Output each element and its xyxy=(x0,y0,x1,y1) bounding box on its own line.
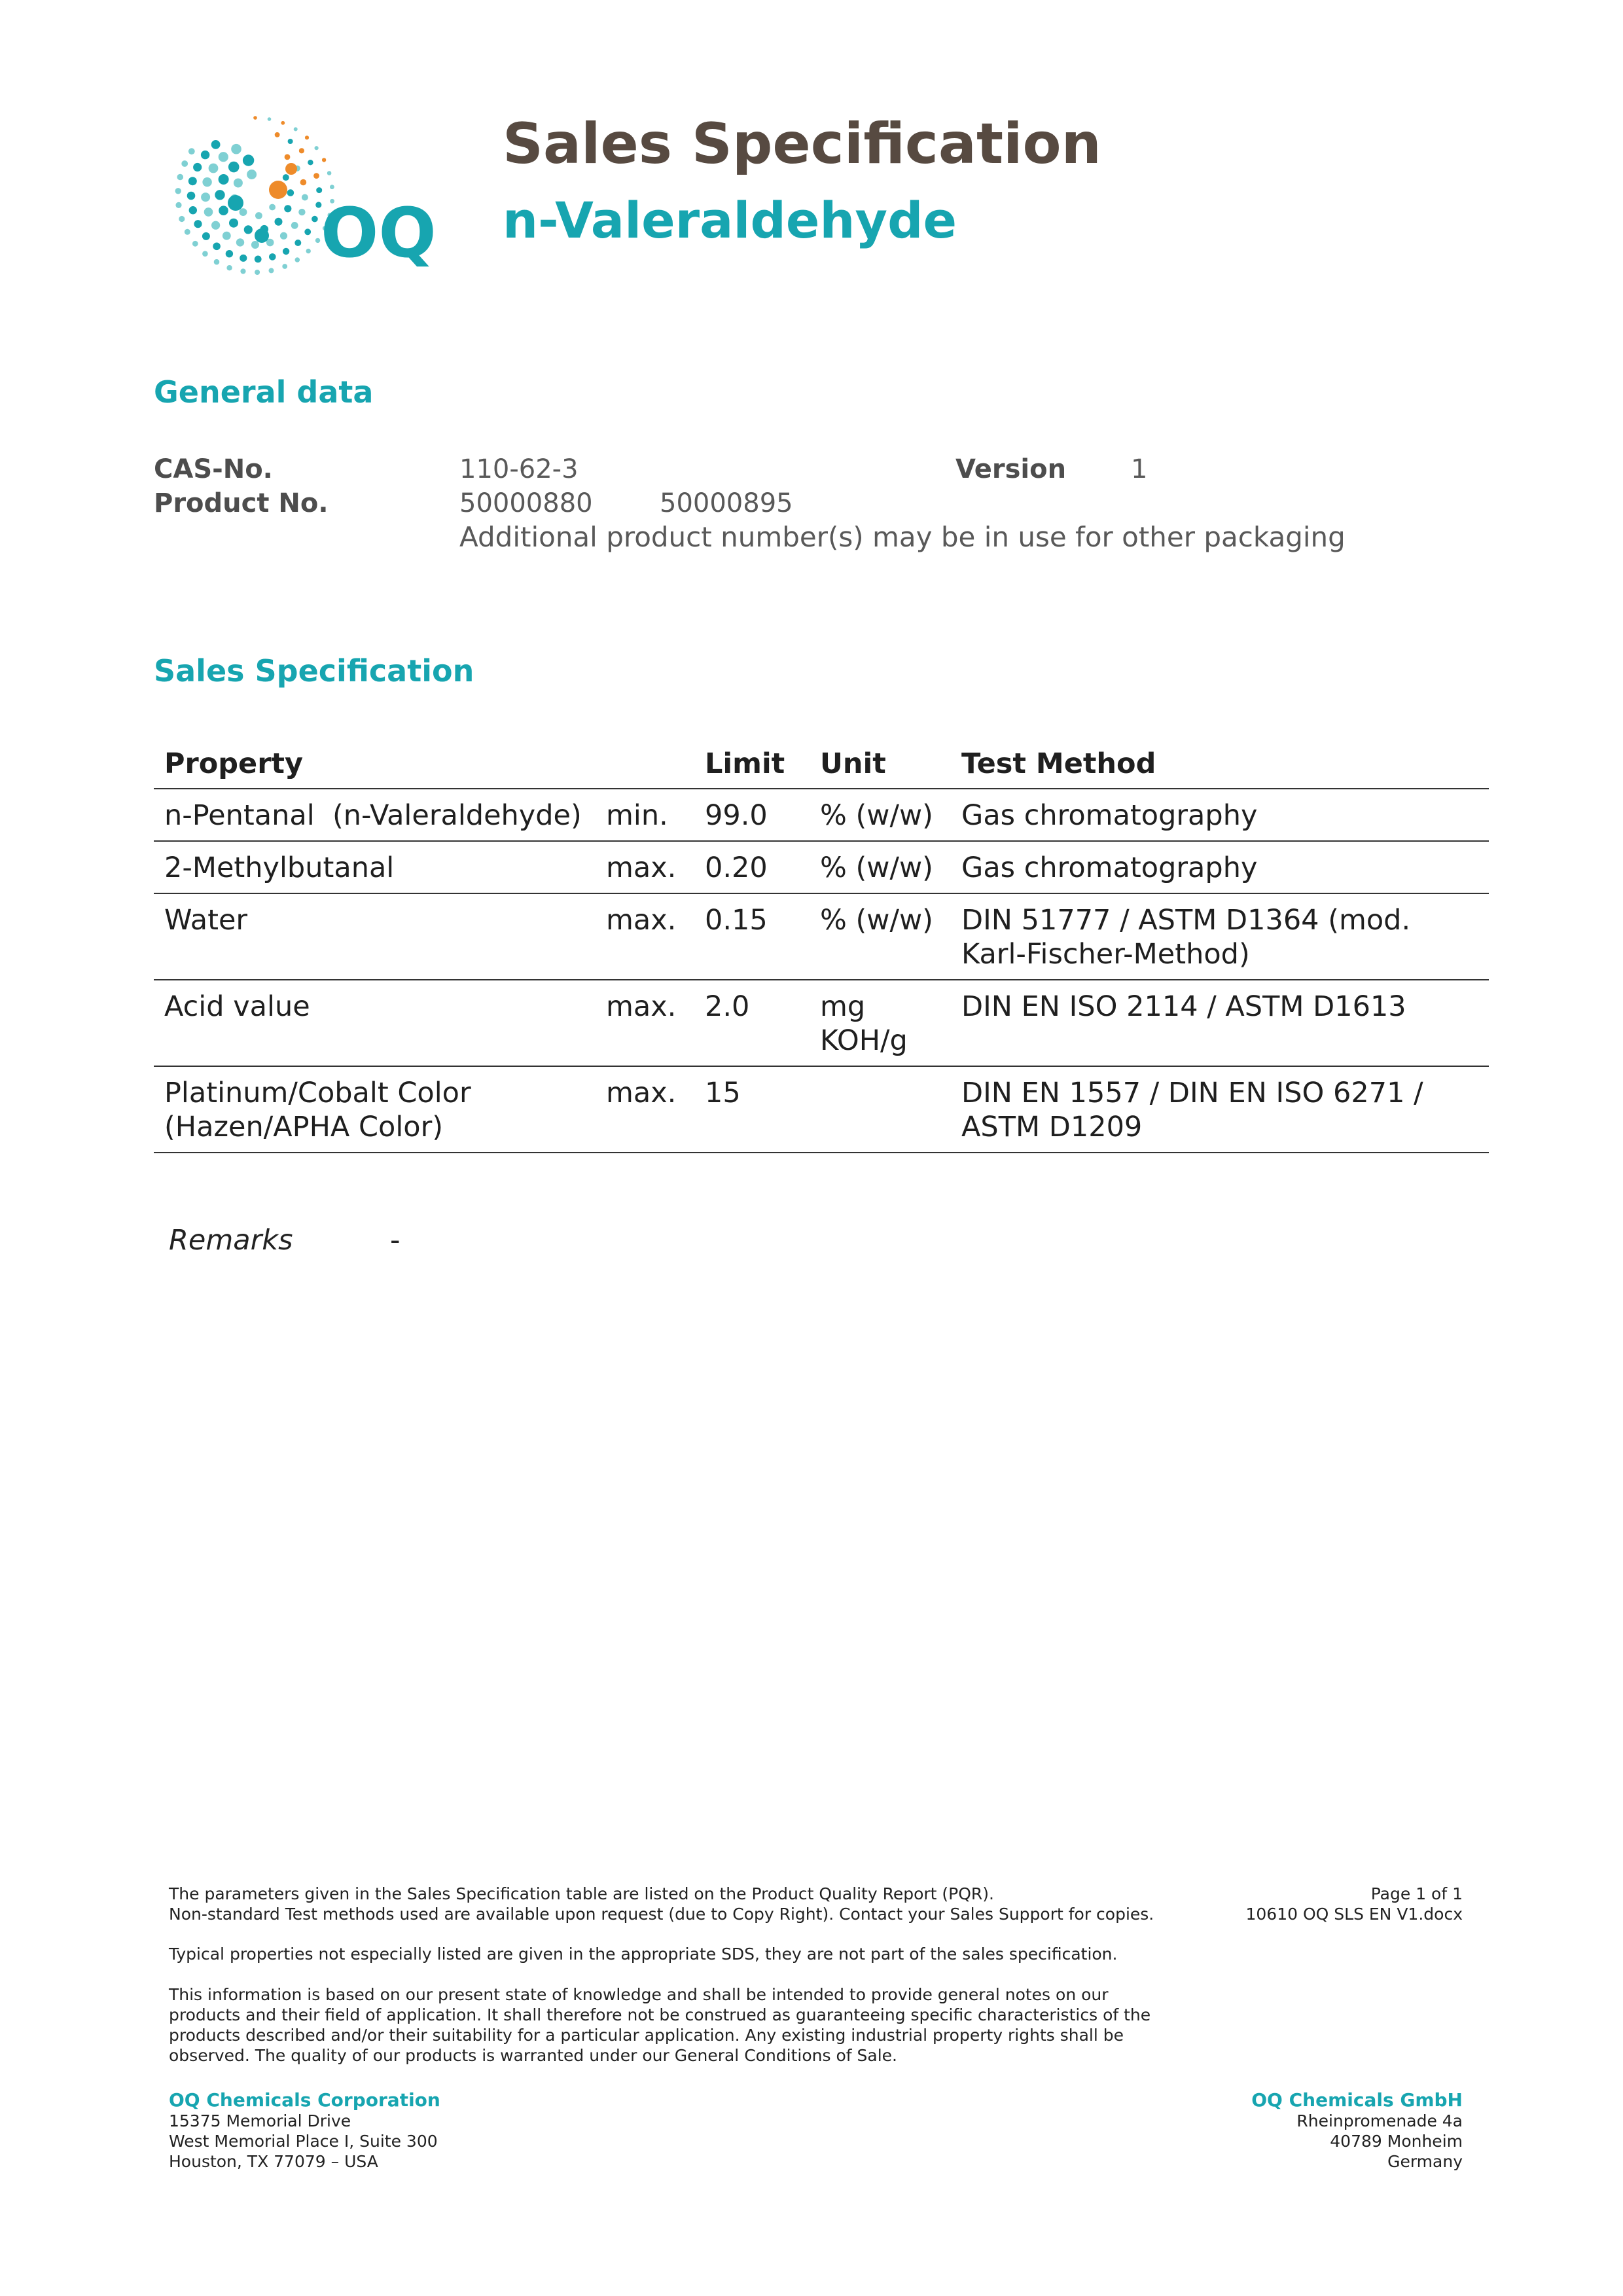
logo-dot xyxy=(268,117,272,121)
unit-cell xyxy=(810,1066,951,1153)
logo-dot xyxy=(202,232,210,240)
footer-note: products described and/or their suitability for a particular application. Any existing industrial property rights shall be xyxy=(169,2026,1124,2045)
logo-dot xyxy=(240,208,247,216)
logo-dot xyxy=(209,164,219,173)
column-header-limit: Limit xyxy=(694,733,810,789)
logo-dot xyxy=(194,220,202,228)
address-line: Houston, TX 77079 – USA xyxy=(169,2152,378,2171)
footer-notes-block-3 xyxy=(169,1984,1281,2066)
page-info xyxy=(1246,1884,1463,1924)
footer-notes-block-2 xyxy=(169,1944,1281,1964)
logo-dot xyxy=(269,204,276,211)
logo-dot xyxy=(316,187,322,193)
logo-dot xyxy=(219,152,228,162)
unit-cell: % (w/w) xyxy=(810,789,951,841)
product-name: n-Valeraldehyde xyxy=(503,191,957,249)
logo-dot-spiral xyxy=(175,116,335,275)
logo-dot xyxy=(306,249,311,253)
logo-dot xyxy=(269,181,287,199)
cas-value: 110-62-3 xyxy=(459,454,579,484)
qualifier-cell: max. xyxy=(596,893,694,980)
logo-dot xyxy=(189,206,197,214)
remarks-value: - xyxy=(390,1224,401,1257)
address-line: 15375 Memorial Drive xyxy=(169,2111,351,2130)
logo-dot xyxy=(179,216,185,222)
logo-dot xyxy=(269,268,274,273)
logo-dot xyxy=(315,238,320,243)
logo-dot xyxy=(315,146,319,150)
product-no-label: Product No. xyxy=(154,488,329,518)
logo-dot xyxy=(287,189,294,196)
qualifier-cell: max. xyxy=(596,980,694,1066)
logo-dot xyxy=(201,192,210,202)
test-method-cell: DIN EN ISO 2114 / ASTM D1613 xyxy=(951,980,1489,1066)
unit-cell: % (w/w) xyxy=(810,841,951,893)
logo-dot xyxy=(215,190,224,200)
logo-text: OQ xyxy=(321,193,437,273)
logo-dot xyxy=(298,209,305,215)
address-line: Rheinpromenade 4a xyxy=(1296,2111,1463,2130)
address-line: Germany xyxy=(1387,2152,1463,2171)
logo-dot xyxy=(181,160,188,167)
logo-dot xyxy=(269,253,276,260)
footer-note: products and their field of application. It shall therefore not be construed as guaranteeing specific characteristics of the xyxy=(169,2005,1151,2024)
qualifier-cell: min. xyxy=(596,789,694,841)
logo-dot xyxy=(240,268,245,274)
logo-dot xyxy=(308,160,313,165)
logo-dot xyxy=(282,264,287,269)
company-name-de: OQ Chemicals GmbH xyxy=(1251,2089,1463,2111)
table-row xyxy=(154,789,1489,841)
logo-dot xyxy=(211,221,220,230)
logo-dot xyxy=(327,171,332,175)
footer-note: observed. The quality of our products is warranted under our General Conditions of Sale. xyxy=(169,2046,897,2065)
logo-dot xyxy=(294,240,301,246)
logo-dot xyxy=(244,225,253,234)
limit-cell: 0.20 xyxy=(694,841,810,893)
logo-dot xyxy=(193,163,202,171)
footer-note: Non-standard Test methods used are available upon request (due to Copy Right). Contact your Sales Support for copies. xyxy=(169,1905,1154,1924)
property-cell: n-Pentanal (n-Valeraldehyde) xyxy=(154,789,596,841)
logo-dot xyxy=(236,238,244,246)
document-reference: 10610 OQ SLS EN V1.docx xyxy=(1245,1905,1463,1924)
address-us xyxy=(169,2089,440,2172)
qualifier-cell: max. xyxy=(596,1066,694,1153)
logo-dot xyxy=(240,255,247,262)
limit-cell: 15 xyxy=(694,1066,810,1153)
property-cell: Acid value xyxy=(154,980,596,1066)
logo-dot xyxy=(283,248,289,255)
product-number-note: Additional product number(s) may be in use for other packaging xyxy=(459,521,1346,553)
remarks-label: Remarks xyxy=(169,1224,293,1257)
qualifier-cell: max. xyxy=(596,841,694,893)
logo-dot xyxy=(247,170,257,179)
company-name-us: OQ Chemicals Corporation xyxy=(169,2089,440,2111)
logo-dot xyxy=(255,256,262,263)
logo-dot xyxy=(211,140,221,149)
document-title: Sales Specification xyxy=(503,111,1101,177)
logo-dot xyxy=(175,188,181,194)
sales-spec-heading: Sales Specification xyxy=(154,653,474,689)
logo-dot xyxy=(294,127,298,131)
logo-dot xyxy=(228,162,240,173)
address-de xyxy=(1251,2089,1463,2172)
logo-dot xyxy=(213,243,221,251)
logo-dot xyxy=(204,207,213,217)
property-cell: 2-Methylbutanal xyxy=(154,841,596,893)
logo-dot xyxy=(291,222,298,229)
logo-dot xyxy=(280,232,287,240)
logo-dot xyxy=(226,250,233,257)
logo-dot xyxy=(229,219,238,228)
logo-dot xyxy=(295,257,300,262)
version-value: 1 xyxy=(1131,454,1148,484)
logo-dot xyxy=(177,174,184,181)
table-row xyxy=(154,893,1489,980)
logo-dot xyxy=(255,212,262,219)
logo-dot xyxy=(188,177,197,185)
logo-dot xyxy=(299,148,304,153)
column-header-test-method: Test Method xyxy=(951,733,1489,789)
page-number: Page 1 of 1 xyxy=(1370,1884,1463,1903)
logo-dot xyxy=(312,216,318,223)
table-row xyxy=(154,980,1489,1066)
logo-dot xyxy=(226,265,232,270)
address-line: 40789 Monheim xyxy=(1330,2132,1463,2151)
logo-dot xyxy=(255,228,269,243)
property-cell: Platinum/Cobalt Color (Hazen/APHA Color) xyxy=(154,1066,596,1153)
logo-dot xyxy=(231,144,241,154)
logo-dot xyxy=(243,154,254,166)
column-header-unit: Unit xyxy=(810,733,951,789)
column-header-qualifier xyxy=(596,733,694,789)
logo-dot xyxy=(304,228,311,235)
logo-dot xyxy=(285,154,291,160)
logo-dot xyxy=(202,251,208,257)
logo-dot xyxy=(187,192,196,200)
footer-notes-block-1 xyxy=(169,1884,1281,1924)
logo-dot xyxy=(253,116,257,120)
version-label: Version xyxy=(955,454,1067,484)
footer-note: The parameters given in the Sales Specification table are listed on the Product Quality Report (PQR). xyxy=(169,1884,994,1903)
logo-dot xyxy=(275,132,280,137)
logo-dot xyxy=(281,121,285,125)
logo-dot xyxy=(234,179,243,188)
logo-dot xyxy=(302,194,308,201)
logo-dot xyxy=(188,148,195,154)
limit-cell: 0.15 xyxy=(694,893,810,980)
footer-note: Typical properties not especially listed are given in the appropriate SDS, they are not part of the sales specification. xyxy=(169,1945,1118,1964)
logo-dot xyxy=(201,151,209,159)
property-cell: Water xyxy=(154,893,596,980)
logo-dot xyxy=(322,158,326,162)
oq-logo xyxy=(157,105,438,281)
test-method-cell: Gas chromatography xyxy=(951,841,1489,893)
general-data-heading: General data xyxy=(154,374,374,410)
address-line: West Memorial Place I, Suite 300 xyxy=(169,2132,438,2151)
logo-dot xyxy=(275,218,283,226)
cas-label: CAS-No. xyxy=(154,454,273,484)
product-number-1: 50000880 xyxy=(459,488,593,518)
logo-dot xyxy=(219,206,228,215)
limit-cell: 99.0 xyxy=(694,789,810,841)
test-method-cell: Gas chromatography xyxy=(951,789,1489,841)
column-header-property: Property xyxy=(154,733,596,789)
logo-dot xyxy=(175,202,181,208)
logo-dot xyxy=(202,177,211,187)
test-method-cell: DIN 51777 / ASTM D1364 (mod. Karl-Fischer-Method) xyxy=(951,893,1489,980)
logo-dot xyxy=(223,232,231,240)
logo-dot xyxy=(214,259,220,265)
logo-dot xyxy=(305,135,309,139)
logo-dot xyxy=(284,205,291,212)
test-method-cell: DIN EN 1557 / DIN EN ISO 6271 / ASTM D1209 xyxy=(951,1066,1489,1153)
logo-dot xyxy=(288,139,293,144)
logo-dot xyxy=(300,179,307,186)
logo-dot xyxy=(228,195,243,211)
sales-spec-table xyxy=(154,733,1489,1153)
footer-note: This information is based on our present state of knowledge and shall be intended to provide general notes on our xyxy=(169,1985,1109,2004)
logo-dot xyxy=(330,185,334,189)
limit-cell: 2.0 xyxy=(694,980,810,1066)
logo-dot xyxy=(285,163,297,175)
logo-dot xyxy=(192,241,198,247)
logo-dot xyxy=(185,229,190,235)
table-header-row xyxy=(154,733,1489,789)
logo-dot xyxy=(313,173,319,179)
product-number-2: 50000895 xyxy=(660,488,793,518)
logo-dot xyxy=(283,174,289,181)
logo-dot xyxy=(255,270,260,275)
logo-dot xyxy=(251,241,259,249)
unit-cell: % (w/w) xyxy=(810,893,951,980)
table-row xyxy=(154,1066,1489,1153)
table-row xyxy=(154,841,1489,893)
unit-cell: mg KOH/g xyxy=(810,980,951,1066)
logo-dot xyxy=(219,174,229,185)
